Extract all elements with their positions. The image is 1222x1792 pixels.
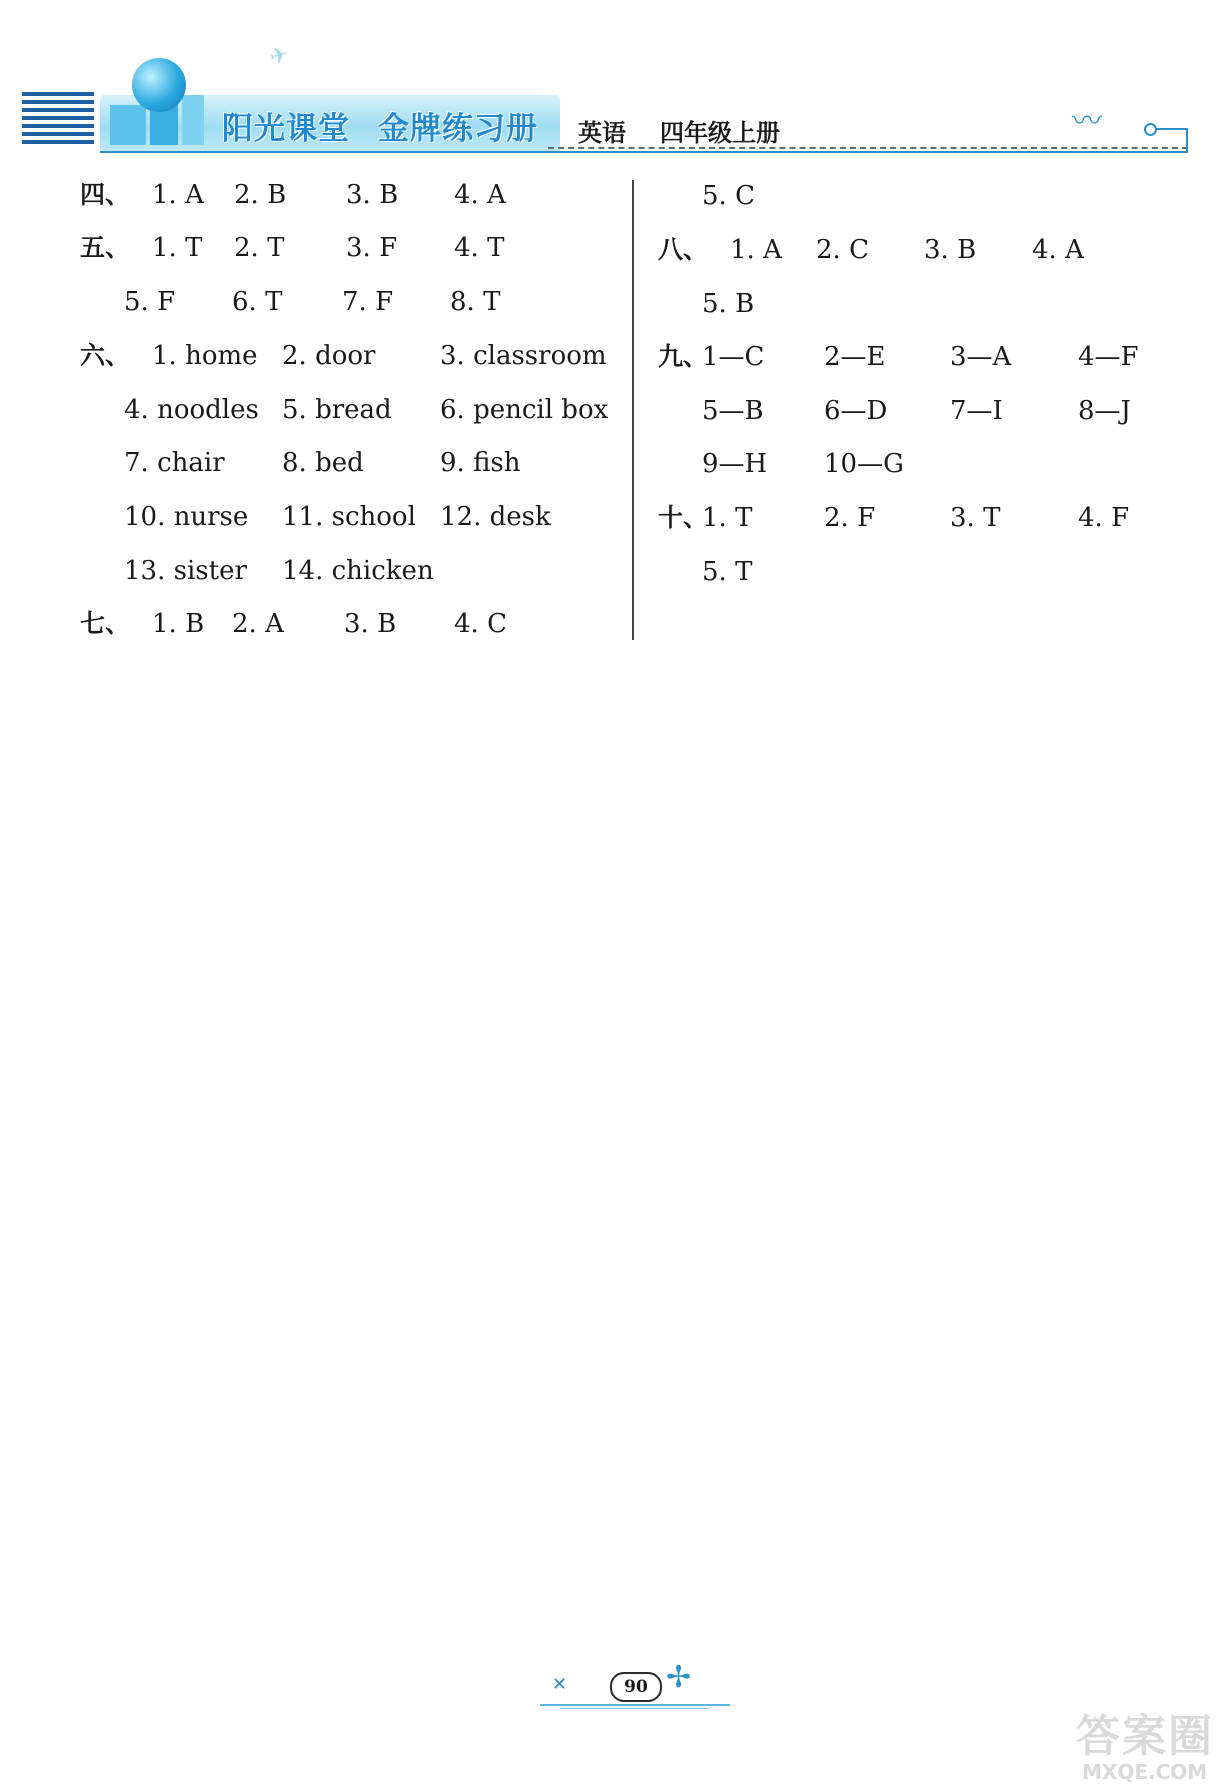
answer-item: 7—I [950,396,1003,426]
answer-item: 4. A [1032,235,1084,265]
header-rule-dot [1144,123,1157,136]
answer-item: 12. desk [440,502,551,532]
answer-item: 5. F [124,287,176,317]
column-divider [632,180,634,640]
answer-item: 5. B [702,289,755,319]
answer-item: 1. T [152,233,203,263]
section-heading: 九、 [658,342,709,371]
answer-item: 3. B [344,609,397,639]
answer-item: 4. F [1078,503,1130,533]
answer-item: 4. C [454,609,507,639]
answer-item: 5. bread [282,395,392,425]
answer-item: 1—C [702,342,765,372]
answer-item: 10. nurse [124,502,249,532]
answer-item: 5. T [702,557,753,587]
banner-pedestal [182,95,204,145]
brand-title-part2: 金牌练习册 [378,111,538,147]
watermark-url: MXQE.COM [1082,1760,1208,1784]
answer-item: 9—H [702,449,768,479]
answer-item: 2. C [816,235,869,265]
answer-item: 9. fish [440,448,521,478]
section-heading: 六、 [80,341,131,370]
answer-item: 8. T [450,287,501,317]
answer-item: 3. T [950,503,1001,533]
section-heading: 五、 [80,233,131,262]
answer-item: 14. chicken [282,556,434,586]
header-dashed-rule [548,147,1188,149]
brand-title-part1: 阳光课堂 [222,111,350,147]
answer-item: 4—F [1078,342,1139,372]
answer-item: 2. B [234,180,287,210]
globe-icon [132,58,186,112]
cross-star-icon: ✕ [552,1674,568,1695]
page-footer [530,1660,730,1720]
answer-item: 4. noodles [124,395,259,425]
answer-item: 6. T [232,287,283,317]
answer-item: 1. A [730,235,782,265]
answer-item: 4. T [454,233,505,263]
header-stripes [22,92,94,150]
answer-item: 13. sister [124,556,247,586]
answer-item: 1. home [152,341,258,371]
answer-item: 3—A [950,342,1012,372]
section-heading: 八、 [658,235,709,264]
page-header [0,0,1222,170]
answer-item: 3. F [346,233,398,263]
answer-item: 2. T [234,233,285,263]
answer-item: 2. door [282,341,376,371]
answer-item: 6. pencil box [440,395,609,425]
seagull-icon: 〰︎ [1072,104,1098,139]
answer-item: 3. classroom [440,341,607,371]
footer-rule [560,1708,710,1709]
answer-item: 1. A [152,180,204,210]
banner-pedestal [110,105,146,145]
section-heading: 七、 [80,609,131,638]
answer-item: 7. F [342,287,394,317]
paper-plane-icon: ✈ [267,42,292,71]
answer-item: 1. T [702,503,753,533]
answer-item: 4. A [454,180,506,210]
watermark-logo: 答案圈 [1076,1711,1214,1762]
answer-item: 8. bed [282,448,364,478]
section-heading: 四、 [80,180,131,209]
answer-item: 8—J [1078,396,1131,426]
answer-item: 7. chair [124,448,225,478]
answer-item: 11. school [282,502,416,532]
answer-item: 5—B [702,396,764,426]
answer-item: 10—G [824,449,904,479]
header-rule [100,151,1188,153]
footer-rule [540,1704,730,1706]
answer-item: 2. A [232,609,284,639]
subject-label: 英语 [578,119,626,147]
section-heading: 十、 [658,503,709,532]
answer-item: 3. B [924,235,977,265]
answer-item: 1. B [152,609,205,639]
answer-item: 5. C [702,181,755,211]
answer-item: 3. B [346,180,399,210]
answer-item: 2—E [824,342,886,372]
pinwheel-icon: ✢ [666,1660,692,1695]
answer-item: 6—D [824,396,888,426]
answer-item: 2. F [824,503,876,533]
grade-label: 四年级上册 [660,119,780,147]
watermark [1076,1700,1216,1788]
page-number: 90 [610,1672,662,1702]
